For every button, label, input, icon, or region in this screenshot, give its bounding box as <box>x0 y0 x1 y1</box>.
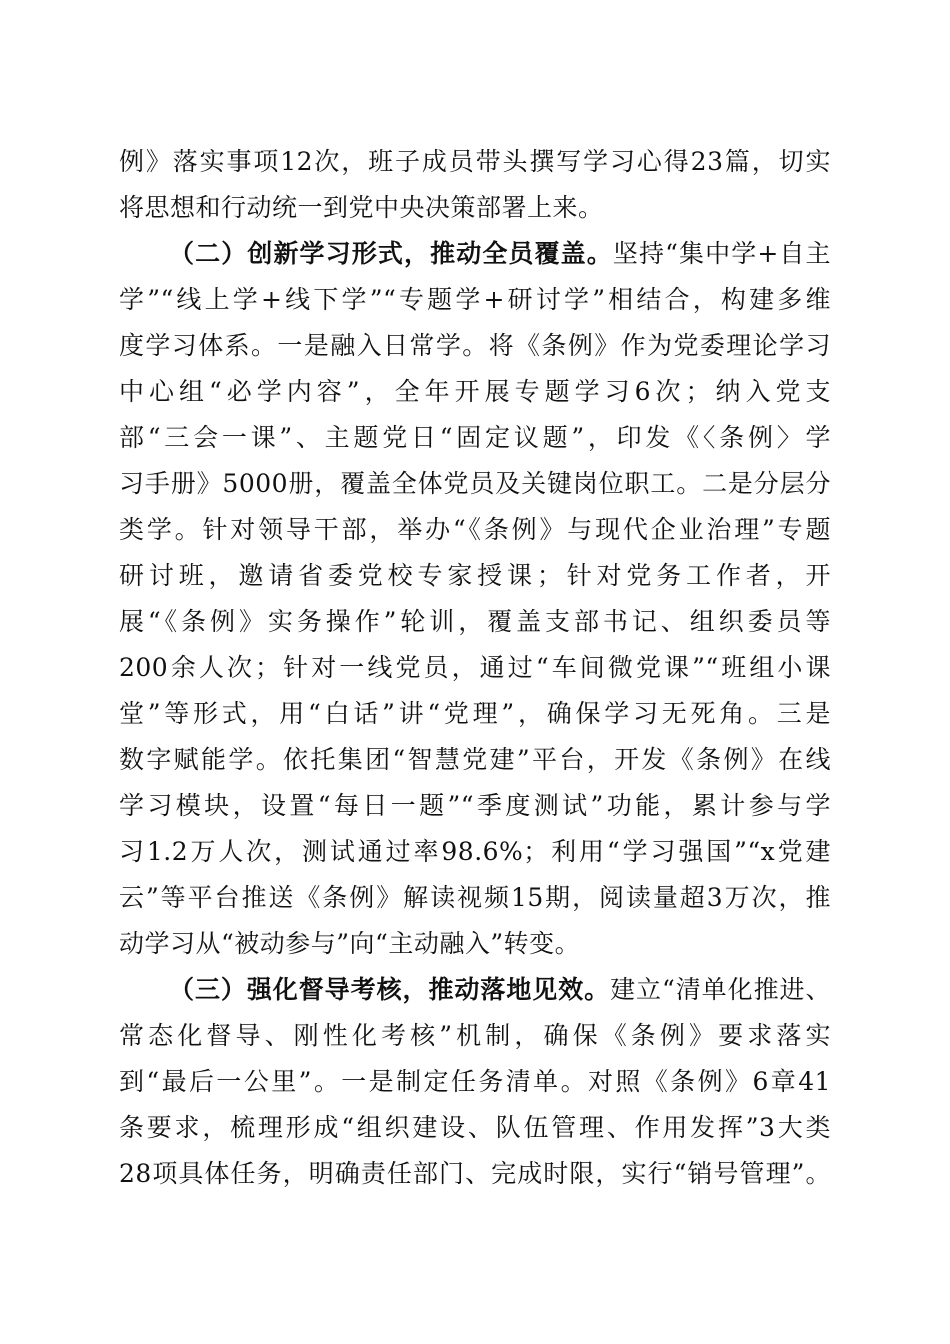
text-line: 200余人次；针对一线党员，通过“车间微党课”“班组小课 <box>119 653 831 682</box>
text-line: 云”等平台推送《条例》解读视频15期，阅读量超3万次，推 <box>119 883 831 912</box>
text-line: 研讨班，邀请省委党校专家授课；针对党务工作者，开 <box>119 561 831 590</box>
text-line: 堂”等形式，用“白话”讲“党理”，确保学习无死角。三是 <box>119 699 831 728</box>
text-line: 28项具体任务，明确责任部门、完成时限，实行“销号管理”。 <box>119 1159 831 1188</box>
text-line: 动学习从“被动参与”向“主动融入”转变。 <box>119 929 581 958</box>
text-line: 条要求，梳理形成“组织建设、队伍管理、作用发挥”3大类 <box>119 1113 831 1142</box>
text-line: 常态化督导、刚性化考核”机制，确保《条例》要求落实 <box>119 1021 831 1050</box>
text-run: 建立“清单化推进、 <box>610 975 831 1004</box>
text-line: 数字赋能学。依托集团“智慧党建”平台，开发《条例》在线 <box>119 745 831 774</box>
text-line: 学习模块，设置“每日一题”“季度测试”功能，累计参与学 <box>119 791 831 820</box>
section-3-first-line <box>169 968 831 1012</box>
text-line: 展“《条例》实务操作”轮训，覆盖支部书记、组织委员等 <box>119 607 831 636</box>
text-line: 习1.2万人次，测试通过率98.6%；利用“学习强国”“x党建 <box>119 837 831 866</box>
text-line: 学”“线上学+线下学”“专题学+研讨学”相结合，构建多维 <box>119 285 831 314</box>
text-line: 类学。针对领导干部，举办“《条例》与现代企业治理”专题 <box>119 515 831 544</box>
section-heading: （三）强化督导考核，推动落地见效。 <box>169 975 611 1004</box>
section-2-first-line <box>169 232 831 276</box>
text-line: 习手册》5000册，覆盖全体党员及关键岗位职工。二是分层分 <box>119 469 831 498</box>
text-line: 例》落实事项12次，班子成员带头撰写学习心得23篇，切实 <box>119 147 831 176</box>
section-heading: （二）创新学习形式，推动全员覆盖。 <box>169 239 613 268</box>
text-line: 度学习体系。一是融入日常学。将《条例》作为党委理论学习 <box>119 331 831 360</box>
text-run: 坚持“集中学+自主 <box>612 239 831 268</box>
text-line: 中心组“必学内容”，全年开展专题学习6次；纳入党支 <box>119 377 831 406</box>
text-line: 将思想和行动统一到党中央决策部署上来。 <box>119 193 604 222</box>
text-line: 到“最后一公里”。一是制定任务清单。对照《条例》6章41 <box>119 1067 831 1096</box>
text-line: 部“三会一课”、主题党日“固定议题”，印发《〈条例〉学 <box>119 423 831 452</box>
